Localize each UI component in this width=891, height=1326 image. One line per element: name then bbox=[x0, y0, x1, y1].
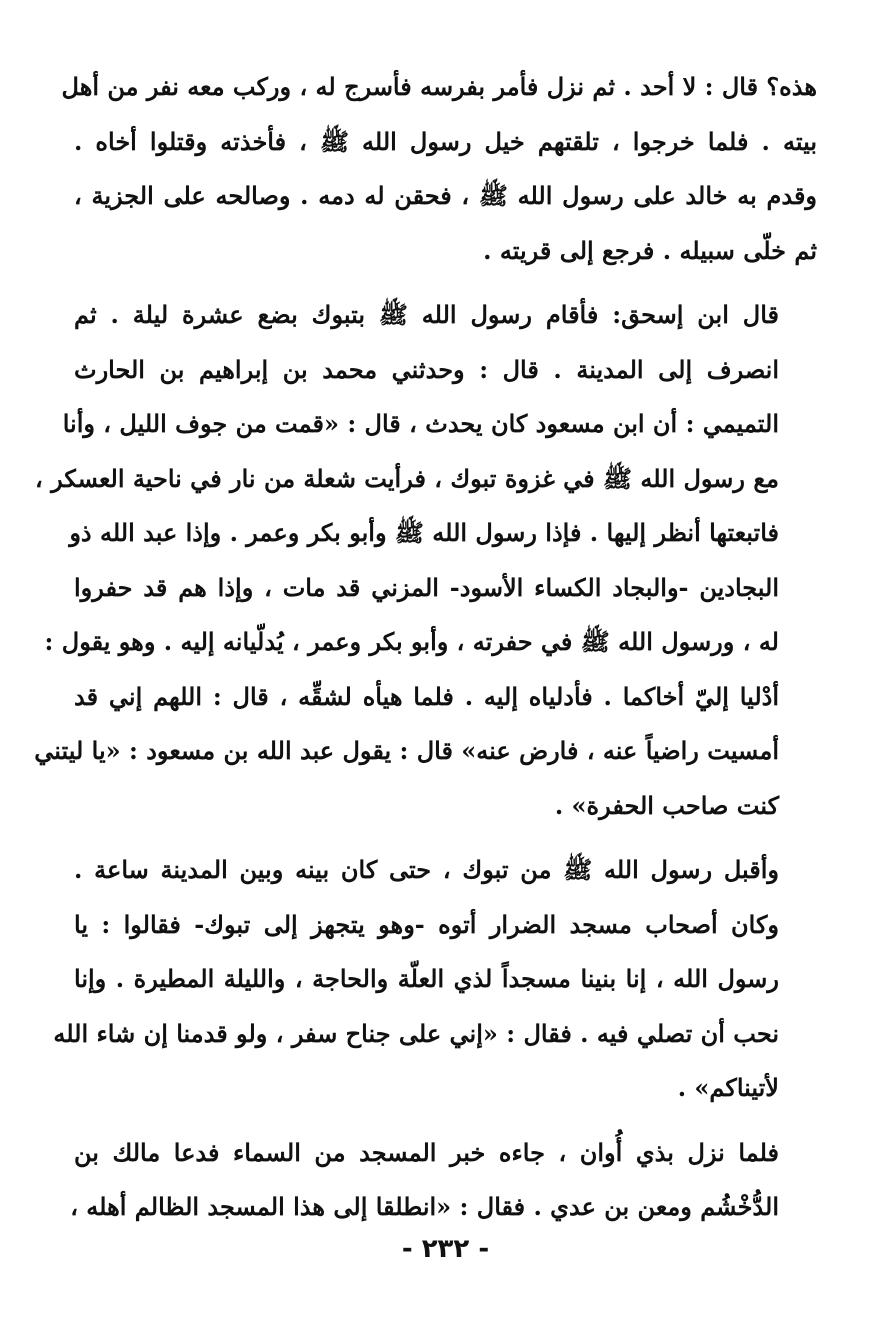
text-line: وأقبل رسول الله ﷺ من تبوك ، حتى كان بينه وبين المدينة ساعة . bbox=[74, 855, 779, 884]
text-line: الدُّخْشُم ومعن بن عدي . فقال : «انطلقا إلى هذا المسجد الظالم أهله ، bbox=[70, 1192, 779, 1221]
text-line: فاتبعتها أنظر إليها . فإذا رسول الله ﷺ وأبو بكر وعمر . وإذا عبد الله ذو bbox=[69, 518, 779, 547]
text-line: انصرف إلى المدينة . قال : وحدثني محمد بن إبراهيم بن الحارث bbox=[74, 354, 779, 384]
text-line: أدْليا إليّ أخاكما . فأدلياه إليه . فلما هيأه لشقِّه ، قال : اللهم إني قد bbox=[74, 681, 779, 711]
text-line: له ، ورسول الله ﷺ في حفرته ، وأبو بكر وعمر ، يُدلّيانه إليه . وهو يقول : bbox=[44, 627, 779, 656]
text-line: التميمي : أن ابن مسعود كان يحدث ، قال : «قمت من جوف الليل ، وأنا bbox=[62, 409, 779, 438]
paragraph-2 bbox=[34, 288, 817, 833]
text-line: ثم خلّى سبيله . فرجع إلى قريته . bbox=[483, 235, 817, 265]
page-number: - ٢٣٢ - bbox=[401, 1234, 490, 1264]
text-line: بيته . فلما خرجوا ، تلقتهم خيل رسول الله ﷺ ، فأخذته وقتلوا أخاه . bbox=[74, 126, 817, 156]
text-line: نحب أن تصلي فيه . فقال : «إني على جناح سفر ، ولو قدمنا إن شاء الله bbox=[53, 1018, 779, 1048]
text-line: أمسيت راضياً عنه ، فارض عنه» قال : يقول عبد الله بن مسعود : «يا ليتني bbox=[34, 736, 779, 765]
text-line: وقدم به خالد على رسول الله ﷺ ، فحقن له دمه . وصالحه على الجزية ، bbox=[74, 181, 817, 210]
text-line: لأتيناكم» . bbox=[677, 1073, 779, 1102]
paragraph-3 bbox=[53, 843, 817, 1116]
text-line: وكان أصحاب مسجد الضرار أتوه -وهو يتجهز إلى تبوك- فقالوا : يا bbox=[74, 909, 779, 939]
text-line: كنت صاحب الحفرة» . bbox=[554, 790, 779, 820]
paragraph-1 bbox=[61, 60, 817, 278]
page-body bbox=[34, 60, 817, 1235]
text-line: مع رسول الله ﷺ في غزوة تبوك ، فرأيت شعلة من نار في ناحية العسكر ، bbox=[34, 463, 779, 493]
text-line: رسول الله ، إنا بنينا مسجداً لذي العلّة والحاجة ، والليلة المطيرة . وإنا bbox=[74, 964, 779, 993]
text-line: فلما نزل بذي أُوان ، جاءه خبر المسجد من السماء فدعا مالك بن bbox=[74, 1137, 779, 1167]
text-line: البجادين -والبجاد الكساء الأسود- المزني قد مات ، وإذا هم قد حفروا bbox=[74, 572, 779, 602]
text-line: قال ابن إسحق: فأقام رسول الله ﷺ بتبوك بضع عشرة ليلة . ثم bbox=[74, 300, 779, 329]
paragraph-4 bbox=[70, 1126, 817, 1235]
text-line: هذه؟ قال : لا أحد . ثم نزل فأمر بفرسه فأسرج له ، وركب معه نفر من أهل bbox=[61, 72, 817, 101]
